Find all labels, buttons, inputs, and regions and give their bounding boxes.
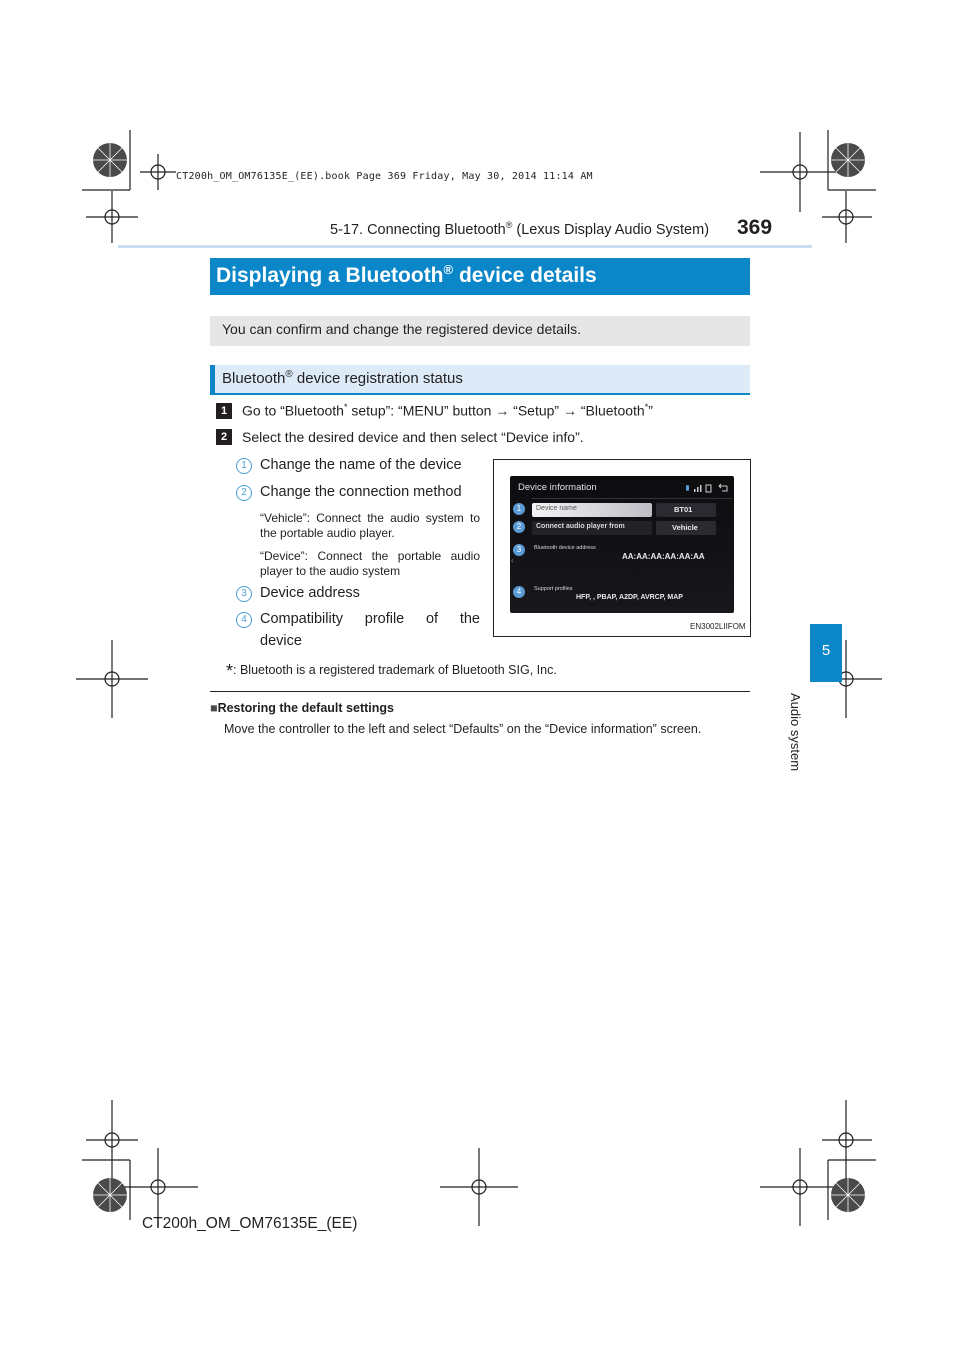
bt-address-value: AA:AA:AA:AA:AA:AA: [622, 552, 705, 561]
connect-from-value: Vehicle: [672, 523, 698, 532]
item-text-4a: Compatibility profile of the: [260, 611, 480, 627]
book-info: CT200h_OM_OM76135E_(EE).book Page 369 Friday, May 30, 2014 11:14 AM: [176, 171, 593, 182]
step-text-1: Go to “Bluetooth* setup”: “MENU” button → “Setup” → “Bluetooth*”: [242, 402, 653, 419]
screen-badge-4: 4: [513, 586, 525, 598]
item-text-4b: device: [260, 633, 302, 649]
restore-title: ■Restoring the default settings: [210, 701, 394, 715]
device-name-label: Device name: [536, 505, 577, 512]
support-profiles-label: Support profiles: [534, 586, 573, 592]
page-number: 369: [737, 216, 773, 239]
support-profiles-value: HFP, , PBAP, A2DP, AVRCP, MAP: [576, 594, 683, 601]
divider: [210, 691, 750, 692]
screen-badge-1: 1: [513, 503, 525, 515]
header-rule: [118, 245, 812, 248]
subsection-title: Bluetooth® device registration status: [222, 369, 463, 387]
item-number-3: 3: [236, 586, 252, 602]
chevron-left-icon: ‹: [511, 556, 514, 565]
intro-text: You can confirm and change the registered device details.: [222, 321, 582, 337]
restore-text: Move the controller to the left and select “Defaults” on the “Device information” screen.: [224, 722, 702, 736]
note-device: “Device”: Connect the portable audio player to the audio system: [260, 549, 480, 578]
footer-code: CT200h_OM_OM76135E_(EE): [142, 1215, 358, 1232]
bt-address-label: Bluetooth device address: [534, 545, 596, 551]
subsection-accent: [210, 365, 215, 395]
device-info-screen: [510, 476, 734, 613]
chapter-tab-label: Audio system: [788, 693, 803, 772]
screen-badge-3: 3: [513, 544, 525, 556]
screen-title: Device information: [518, 482, 597, 493]
footnote: *: Bluetooth is a registered trademark of Bluetooth SIG, Inc.: [226, 661, 557, 681]
note-vehicle: “Vehicle”: Connect the audio system to the portable audio player.: [260, 511, 480, 540]
connect-from-label: Connect audio player from: [536, 523, 625, 530]
section-title: Displaying a Bluetooth® device details: [216, 262, 597, 287]
item-number-4: 4: [236, 612, 252, 628]
step-text-2: Select the desired device and then select “Device info”.: [242, 429, 584, 445]
item-text-3: Device address: [260, 585, 360, 601]
chapter-tab-number: 5: [821, 642, 831, 659]
device-name-value: BT01: [674, 505, 693, 514]
step-number-2: 2: [216, 429, 232, 445]
status-icons: [684, 483, 732, 494]
screen-badge-2: 2: [513, 521, 525, 533]
item-text-2: Change the connection method: [260, 484, 462, 500]
step-number-1: 1: [216, 403, 232, 419]
chapter-title: 5-17. Connecting Bluetooth® (Lexus Display Audio System): [330, 220, 710, 238]
item-number-1: 1: [236, 458, 252, 474]
item-text-1: Change the name of the device: [260, 457, 462, 473]
item-number-2: 2: [236, 485, 252, 501]
figure-code: EN3002LIIFOM: [690, 622, 746, 631]
